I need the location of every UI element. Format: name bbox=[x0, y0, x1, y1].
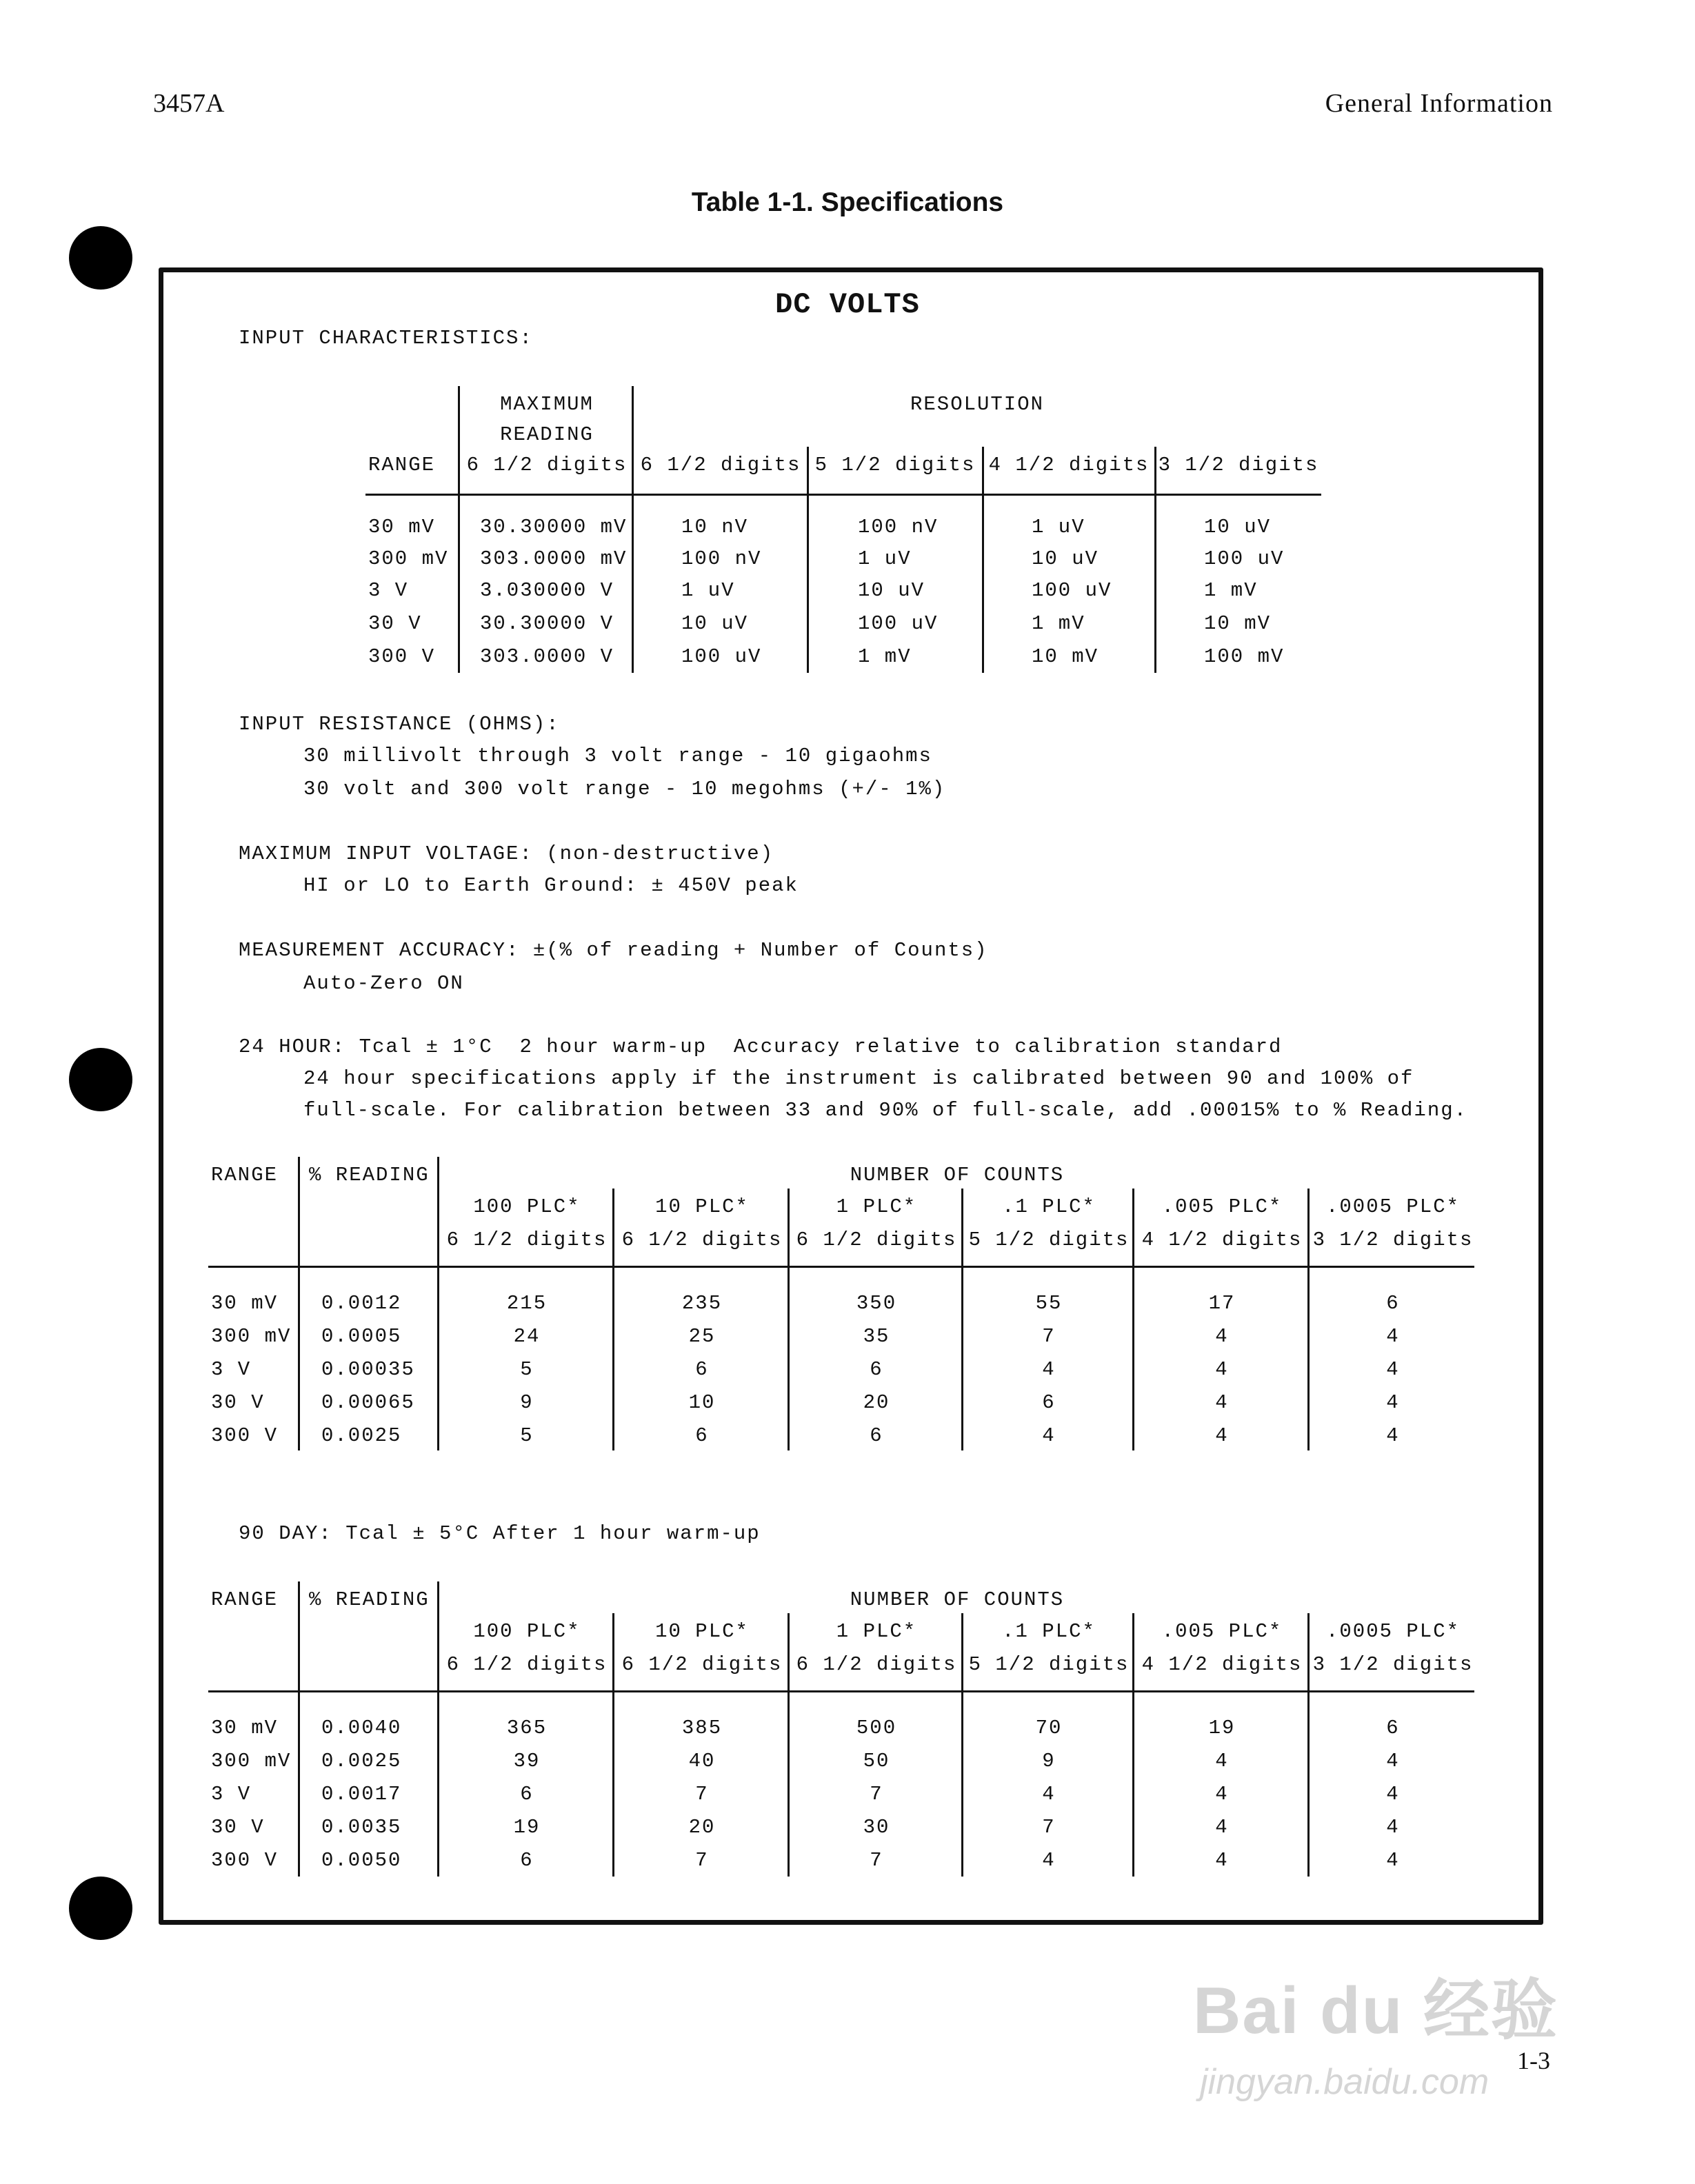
cell-counts: 4 bbox=[1386, 1750, 1400, 1772]
cell-resolution: 1 uV bbox=[1032, 516, 1085, 538]
column-header-plc: .0005 PLC* bbox=[1325, 1195, 1461, 1218]
column-header-plc: 10 PLC* bbox=[655, 1195, 749, 1218]
cell-resolution: 1 mV bbox=[858, 645, 912, 668]
manual-model-number: 3457A bbox=[153, 89, 225, 118]
cell-counts: 6 bbox=[520, 1849, 534, 1872]
cell-counts: 4 bbox=[1386, 1358, 1400, 1381]
column-header-counts: NUMBER OF COUNTS bbox=[850, 1588, 1065, 1611]
cell-counts: 4 bbox=[1215, 1750, 1229, 1772]
column-divider bbox=[298, 1157, 300, 1450]
cell-counts: 7 bbox=[695, 1783, 709, 1806]
cell-counts: 4 bbox=[1042, 1358, 1056, 1381]
column-divider bbox=[298, 1581, 300, 1877]
cell-reading: 0.00065 bbox=[321, 1391, 415, 1414]
cell-resolution: 1 uV bbox=[681, 579, 735, 602]
column-header-plc: .005 PLC* bbox=[1161, 1195, 1283, 1218]
column-header-resolution: RESOLUTION bbox=[910, 393, 1045, 416]
cell-counts: 6 bbox=[695, 1358, 709, 1381]
header-rule bbox=[365, 494, 1321, 496]
cell-counts: 350 bbox=[856, 1292, 897, 1315]
measurement-accuracy-line: Auto-Zero ON bbox=[303, 972, 464, 995]
column-header-max: 6 1/2 digits bbox=[466, 454, 628, 476]
cell-range: 3 V bbox=[211, 1783, 252, 1806]
cell-reading: 0.0017 bbox=[321, 1783, 402, 1806]
cell-range: 30 V bbox=[211, 1816, 265, 1839]
binder-hole bbox=[69, 226, 132, 290]
cell-range: 300 V bbox=[211, 1424, 279, 1447]
column-header-plc: .005 PLC* bbox=[1161, 1620, 1283, 1643]
watermark-logo-text: Bai du 经验 bbox=[1193, 1974, 1559, 2048]
column-header-digits: 6 1/2 digits bbox=[621, 1653, 783, 1676]
column-header-plc: 1 PLC* bbox=[836, 1620, 917, 1643]
column-header-plc: 100 PLC* bbox=[473, 1195, 581, 1218]
cell-range: 300 mV bbox=[368, 547, 449, 570]
cell-counts: 4 bbox=[1386, 1816, 1400, 1839]
day90-heading: 90 DAY: Tcal ± 5°C After 1 hour warm-up bbox=[239, 1522, 761, 1545]
column-header-digits: 3 1/2 digits bbox=[1312, 1653, 1474, 1676]
binder-hole bbox=[69, 1048, 132, 1111]
cell-reading: 0.0025 bbox=[321, 1750, 402, 1772]
cell-counts: 4 bbox=[1215, 1325, 1229, 1348]
column-divider bbox=[807, 447, 809, 673]
column-divider bbox=[982, 447, 984, 673]
cell-counts: 7 bbox=[1042, 1816, 1056, 1839]
column-divider bbox=[1154, 447, 1156, 673]
cell-range: 30 mV bbox=[368, 516, 436, 538]
cell-counts: 5 bbox=[520, 1358, 534, 1381]
cell-counts: 25 bbox=[688, 1325, 716, 1348]
cell-max-reading: 30.30000 mV bbox=[480, 516, 628, 538]
input-resistance-label: INPUT RESISTANCE (OHMS): bbox=[239, 713, 560, 736]
column-header-plc: 10 PLC* bbox=[655, 1620, 749, 1643]
section-title: DC VOLTS bbox=[775, 288, 920, 321]
cell-resolution: 100 uV bbox=[858, 612, 939, 635]
cell-counts: 7 bbox=[1042, 1325, 1056, 1348]
column-header-max: MAXIMUM bbox=[500, 393, 594, 416]
input-characteristics-label: INPUT CHARACTERISTICS: bbox=[239, 327, 533, 350]
binder-hole bbox=[69, 1877, 132, 1940]
cell-counts: 20 bbox=[863, 1391, 890, 1414]
cell-counts: 4 bbox=[1386, 1849, 1400, 1872]
column-header-digits: 5 1/2 digits bbox=[968, 1653, 1130, 1676]
cell-counts: 24 bbox=[513, 1325, 541, 1348]
column-header-digits: 6 1/2 digits bbox=[446, 1653, 608, 1676]
column-header-digits: 6 1/2 digits bbox=[796, 1653, 957, 1676]
cell-counts: 5 bbox=[520, 1424, 534, 1447]
cell-max-reading: 303.0000 mV bbox=[480, 547, 628, 570]
column-header-plc: 100 PLC* bbox=[473, 1620, 581, 1643]
cell-counts: 7 bbox=[695, 1849, 709, 1872]
cell-counts: 235 bbox=[681, 1292, 723, 1315]
column-header-digits: 4 1/2 digits bbox=[1141, 1228, 1303, 1251]
cell-counts: 4 bbox=[1215, 1849, 1229, 1872]
cell-counts: 385 bbox=[681, 1717, 723, 1739]
hour24-note: 24 hour specifications apply if the instrument is calibrated between 90 and 100% of bbox=[303, 1067, 1414, 1090]
cell-max-reading: 30.30000 V bbox=[480, 612, 614, 635]
table-title: Table 1-1. Specifications bbox=[691, 188, 1004, 217]
cell-resolution: 10 mV bbox=[1032, 645, 1099, 668]
cell-counts: 17 bbox=[1208, 1292, 1236, 1315]
cell-counts: 9 bbox=[520, 1391, 534, 1414]
cell-range: 300 V bbox=[368, 645, 436, 668]
max-input-voltage-line: HI or LO to Earth Ground: ± 450V peak bbox=[303, 874, 799, 897]
cell-resolution: 100 nV bbox=[858, 516, 939, 538]
column-header-digits: 3 1/2 digits bbox=[1158, 454, 1319, 476]
column-divider bbox=[632, 386, 634, 673]
column-header-digits: 6 1/2 digits bbox=[796, 1228, 957, 1251]
column-header-counts: NUMBER OF COUNTS bbox=[850, 1164, 1065, 1186]
cell-counts: 19 bbox=[1208, 1717, 1236, 1739]
watermark-url: jingyan.baidu.com bbox=[1200, 2062, 1490, 2102]
cell-counts: 4 bbox=[1215, 1816, 1229, 1839]
cell-reading: 0.0012 bbox=[321, 1292, 402, 1315]
cell-resolution: 1 mV bbox=[1204, 579, 1258, 602]
column-header-range: RANGE bbox=[368, 454, 436, 476]
column-header-digits: 6 1/2 digits bbox=[621, 1228, 783, 1251]
cell-counts: 6 bbox=[870, 1358, 883, 1381]
column-header-range: RANGE bbox=[211, 1588, 279, 1611]
cell-counts: 4 bbox=[1042, 1783, 1056, 1806]
cell-resolution: 100 mV bbox=[1204, 645, 1285, 668]
column-header-plc: 1 PLC* bbox=[836, 1195, 917, 1218]
cell-reading: 0.0035 bbox=[321, 1816, 402, 1839]
cell-counts: 4 bbox=[1386, 1783, 1400, 1806]
cell-reading: 0.0040 bbox=[321, 1717, 402, 1739]
cell-counts: 4 bbox=[1215, 1358, 1229, 1381]
column-header-reading: % READING bbox=[309, 1588, 430, 1611]
cell-resolution: 10 uV bbox=[681, 612, 749, 635]
measurement-accuracy-label: MEASUREMENT ACCURACY: ±(% of reading + Number of Counts) bbox=[239, 939, 988, 962]
cell-counts: 70 bbox=[1035, 1717, 1063, 1739]
cell-range: 30 V bbox=[368, 612, 422, 635]
column-header-digits: 6 1/2 digits bbox=[446, 1228, 608, 1251]
cell-range: 3 V bbox=[368, 579, 409, 602]
cell-resolution: 10 uV bbox=[1204, 516, 1272, 538]
column-header-plc: .1 PLC* bbox=[1002, 1620, 1096, 1643]
cell-range: 30 V bbox=[211, 1391, 265, 1414]
column-header-digits: 5 1/2 digits bbox=[968, 1228, 1130, 1251]
cell-resolution: 1 mV bbox=[1032, 612, 1085, 635]
column-header-digits: 3 1/2 digits bbox=[1312, 1228, 1474, 1251]
cell-counts: 215 bbox=[506, 1292, 548, 1315]
cell-resolution: 10 mV bbox=[1204, 612, 1272, 635]
cell-max-reading: 3.030000 V bbox=[480, 579, 614, 602]
max-input-voltage-label: MAXIMUM INPUT VOLTAGE: (non-destructive) bbox=[239, 842, 774, 865]
cell-counts: 40 bbox=[688, 1750, 716, 1772]
cell-counts: 365 bbox=[506, 1717, 548, 1739]
cell-counts: 4 bbox=[1042, 1849, 1056, 1872]
cell-counts: 4 bbox=[1386, 1424, 1400, 1447]
cell-counts: 4 bbox=[1386, 1391, 1400, 1414]
cell-max-reading: 303.0000 V bbox=[480, 645, 614, 668]
cell-counts: 4 bbox=[1386, 1325, 1400, 1348]
cell-counts: 35 bbox=[863, 1325, 890, 1348]
cell-reading: 0.00035 bbox=[321, 1358, 415, 1381]
column-header-digits: 5 1/2 digits bbox=[814, 454, 976, 476]
cell-range: 300 V bbox=[211, 1849, 279, 1872]
column-header-digits: 4 1/2 digits bbox=[1141, 1653, 1303, 1676]
cell-counts: 7 bbox=[870, 1783, 883, 1806]
cell-resolution: 10 uV bbox=[1032, 547, 1099, 570]
input-resistance-line: 30 millivolt through 3 volt range - 10 gigaohms bbox=[303, 745, 932, 767]
cell-counts: 6 bbox=[1386, 1292, 1400, 1315]
cell-counts: 20 bbox=[688, 1816, 716, 1839]
cell-counts: 50 bbox=[863, 1750, 890, 1772]
cell-range: 300 mV bbox=[211, 1325, 292, 1348]
manual-section-name: General Information bbox=[1325, 89, 1553, 118]
column-header-plc: .0005 PLC* bbox=[1325, 1620, 1461, 1643]
header-rule bbox=[208, 1266, 1474, 1268]
cell-resolution: 100 nV bbox=[681, 547, 762, 570]
cell-counts: 55 bbox=[1035, 1292, 1063, 1315]
cell-resolution: 100 uV bbox=[681, 645, 762, 668]
column-header-max: READING bbox=[500, 423, 594, 446]
cell-counts: 6 bbox=[1386, 1717, 1400, 1739]
cell-reading: 0.0050 bbox=[321, 1849, 402, 1872]
column-header-range: RANGE bbox=[211, 1164, 279, 1186]
column-header-digits: 6 1/2 digits bbox=[640, 454, 801, 476]
cell-counts: 500 bbox=[856, 1717, 897, 1739]
hour24-heading: 24 HOUR: Tcal ± 1°C 2 hour warm-up Accuracy relative to calibration standard bbox=[239, 1035, 1283, 1058]
column-header-reading: % READING bbox=[309, 1164, 430, 1186]
hour24-note: full-scale. For calibration between 33 and 90% of full-scale, add .00015% to % Reading. bbox=[303, 1099, 1468, 1122]
watermark bbox=[1186, 1917, 1600, 2123]
cell-counts: 6 bbox=[520, 1783, 534, 1806]
cell-counts: 6 bbox=[695, 1424, 709, 1447]
cell-resolution: 10 uV bbox=[858, 579, 925, 602]
cell-counts: 4 bbox=[1215, 1424, 1229, 1447]
cell-counts: 6 bbox=[870, 1424, 883, 1447]
cell-resolution: 10 nV bbox=[681, 516, 749, 538]
cell-resolution: 100 uV bbox=[1032, 579, 1112, 602]
input-resistance-line: 30 volt and 300 volt range - 10 megohms (+/- 1%) bbox=[303, 778, 946, 800]
header-rule bbox=[208, 1690, 1474, 1692]
cell-counts: 30 bbox=[863, 1816, 890, 1839]
column-divider bbox=[458, 386, 460, 673]
cell-reading: 0.0005 bbox=[321, 1325, 402, 1348]
cell-range: 30 mV bbox=[211, 1717, 279, 1739]
column-divider bbox=[437, 1157, 439, 1450]
spec-frame bbox=[159, 267, 1543, 1925]
cell-counts: 6 bbox=[1042, 1391, 1056, 1414]
cell-counts: 4 bbox=[1215, 1783, 1229, 1806]
column-header-plc: .1 PLC* bbox=[1002, 1195, 1096, 1218]
cell-resolution: 1 uV bbox=[858, 547, 912, 570]
cell-resolution: 100 uV bbox=[1204, 547, 1285, 570]
cell-counts: 39 bbox=[513, 1750, 541, 1772]
cell-counts: 4 bbox=[1042, 1424, 1056, 1447]
cell-counts: 19 bbox=[513, 1816, 541, 1839]
column-header-digits: 4 1/2 digits bbox=[988, 454, 1150, 476]
cell-reading: 0.0025 bbox=[321, 1424, 402, 1447]
page-number: 1-3 bbox=[1517, 2047, 1550, 2074]
cell-range: 30 mV bbox=[211, 1292, 279, 1315]
cell-range: 300 mV bbox=[211, 1750, 292, 1772]
column-divider bbox=[437, 1581, 439, 1877]
cell-range: 3 V bbox=[211, 1358, 252, 1381]
cell-counts: 7 bbox=[870, 1849, 883, 1872]
cell-counts: 10 bbox=[688, 1391, 716, 1414]
cell-counts: 9 bbox=[1042, 1750, 1056, 1772]
cell-counts: 4 bbox=[1215, 1391, 1229, 1414]
